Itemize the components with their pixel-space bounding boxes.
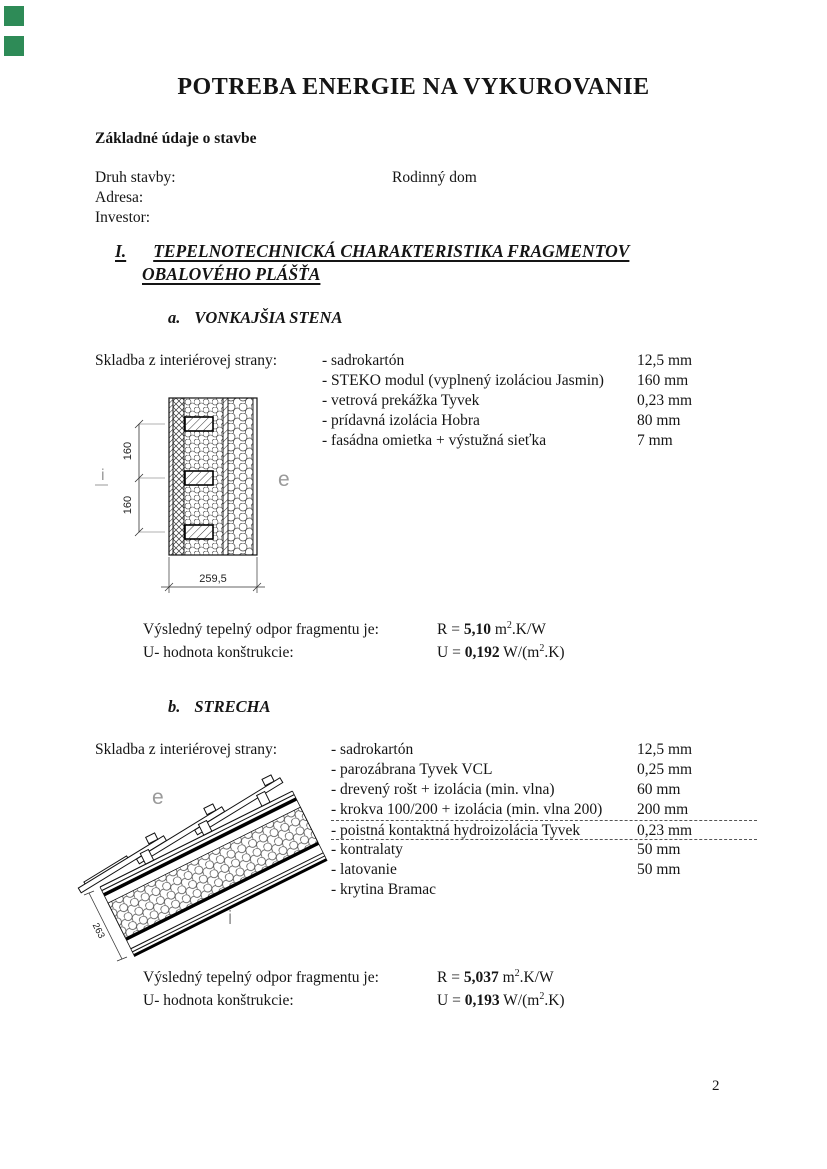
roof-exterior-label: e [152,786,164,809]
roof-layer-row: - latovanie 50 mm [331,861,681,878]
roof-skladba-label: Skladba z interiérovej strany: [95,741,278,758]
label-druh-stavby: Druh stavby: [95,169,176,186]
roof-u-value: U = 0,193 $W/(m^2.K)$ [437,990,565,1009]
wall-r-label: Výsledný tepelný odpor fragmentu je: [143,621,379,638]
wall-layer-list [322,351,762,451]
roof-section-letter: b. [168,697,181,716]
green-marker-square-bottom [4,36,24,56]
green-marker-square-top [4,6,24,26]
roof-layer-row: - krokva 100/200 + izolácia (min. vlna 200) 200 mm [331,801,689,818]
roof-u-label: U- hodnota konštrukcie: [143,992,294,1009]
wall-layer-steko-board-inner [173,398,184,555]
wall-vertical-dimension [135,420,165,536]
section1-number: I. [115,241,127,261]
label-investor: Investor: [95,209,151,226]
wall-layer-row: - prídavná izolácia Hobra 80 mm [322,412,681,429]
roof-layer-row: - drevený rošt + izolácia (min. vlna) 60 mm [331,781,681,798]
wall-layer-row: - sadrokartón 12,5 mm [322,352,693,369]
wall-u-value: U = 0,192 $W/(m^2.K)$ [437,642,565,661]
roof-r-label: Výsledný tepelný odpor fragmentu je: [143,969,379,986]
wall-layer-row: - fasádna omietka + výstužná sieťka 7 mm [322,432,673,449]
roof-dim-thickness-label: 263 [89,921,107,941]
wall-section-heading [168,308,342,328]
wall-r-value: R = 5,10 $m^2.K/W$ [437,619,546,638]
wall-layer-row: - STEKO modul (vyplnený izoláciou Jasmin) 160 mm [322,372,689,389]
wall-layer-hobra [228,398,253,555]
roof-layer-row: - parozábrana Tyvek VCL 0,25 mm [331,761,693,778]
wall-layer-row: - vetrová prekážka Tyvek 0,23 mm [322,392,693,409]
wall-dim-upper-label: 160 [122,441,134,461]
value-druh-stavby: Rodinný dom [392,169,477,186]
wall-layer-sadrokarton [169,398,173,555]
roof-r-value: R = 5,037 $m^2.K/W$ [437,967,554,986]
roof-section-heading [168,697,271,717]
wall-u-label: U- hodnota konštrukcie: [143,644,294,661]
page-title: POTREBA ENERGIE NA VYKUROVANIE [177,74,650,100]
roof-layer-row: - kontralaty 50 mm [331,841,681,858]
wall-interior-label: i [101,467,105,484]
wall-section-letter: a. [168,308,181,327]
basic-info-heading: Základné údaje o stavbe [95,130,257,147]
wall-layer-steko-board-outer [223,398,228,555]
roof-layer-list [331,740,757,900]
section1-heading-line1 [115,241,629,262]
section1-title-line1: TEPELNOTECHNICKÁ CHARAKTERISTIKA FRAGMENTOV [153,241,630,261]
roof-cross-section-diagram [60,742,350,967]
wall-section-title: VONKAJŠIA STENA [194,308,343,327]
roof-assembly [71,770,327,966]
wall-dim-width-label: 259,5 [199,573,227,585]
label-adresa: Adresa: [95,189,144,206]
section1-heading-line2 [142,264,320,285]
roof-interior-label: i [228,908,233,929]
roof-layer-row-hydroizolacia: - poistná kontaktná hydroizolácia Tyvek 0,23 mm [331,820,757,840]
wall-cross-section-diagram [95,383,310,618]
wall-skladba-label: Skladba z interiérovej strany: [95,352,278,369]
page-number: 2 [712,1078,720,1094]
section1-title-line2: OBALOVÉHO PLÁŠŤA [142,264,321,284]
wall-exterior-label: e [278,468,290,491]
roof-section-title: STRECHA [194,697,271,716]
roof-layer-row: - sadrokartón 12,5 mm [331,741,693,758]
wall-layer-omietka [253,398,257,555]
roof-layer-row: - krytina Bramac [331,881,437,898]
wall-dim-lower-label: 160 [122,495,134,515]
